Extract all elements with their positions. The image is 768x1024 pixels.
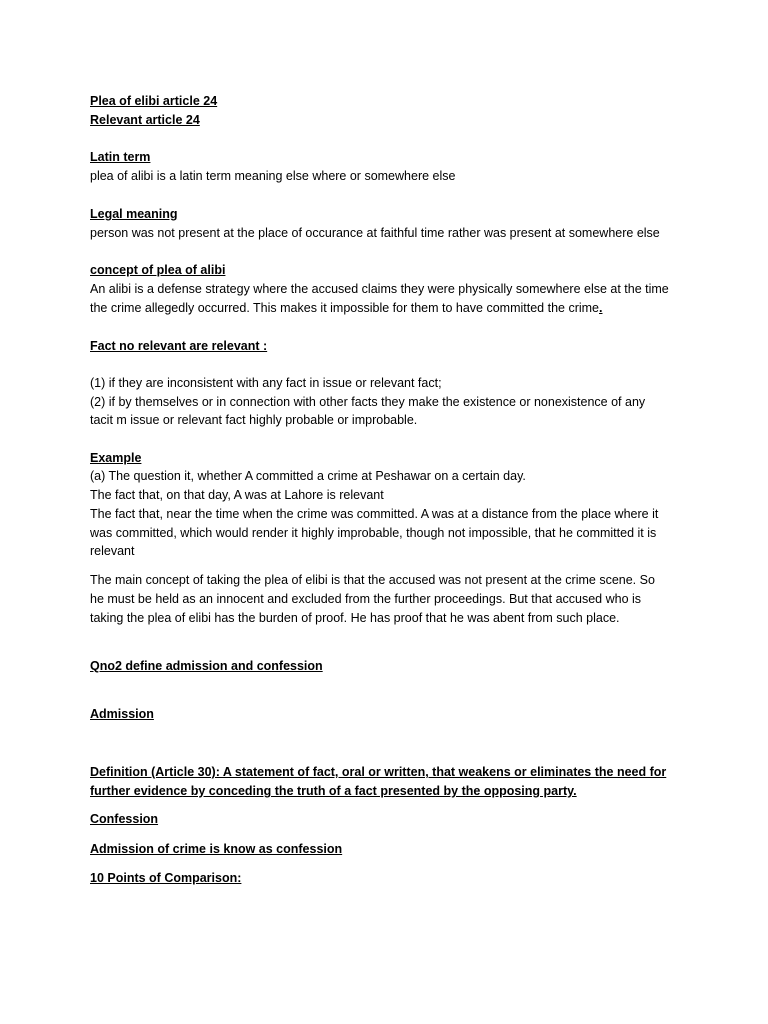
concept-heading: concept of plea of alibi [90,263,226,277]
concept-line-2-end: . [599,301,603,315]
legal-meaning-text: person was not present at the place of occurance at faithful time rather was present at somewhere else [90,226,660,240]
example-line-2: The fact that, on that day, A was at Lahore is relevant [90,488,384,502]
concept-line-2 [90,299,602,317]
admission-definition-line-1: Definition (Article 30): A statement of fact, oral or written, that weakens or eliminates the need for [90,765,667,779]
main-concept-line-3: taking the plea of elibi has the burden of proof. He has proof that he was abent from such place. [90,611,620,625]
title-relevant-article: Relevant article 24 [90,113,200,127]
admission-heading: Admission [90,707,154,721]
concept-line-2-text: the crime allegedly occurred. This makes it impossible for them to have committed the crime [90,301,599,315]
legal-meaning-heading: Legal meaning [90,207,178,221]
confession-heading: Confession [90,812,159,826]
fact-item-1: (1) if they are inconsistent with any fact in issue or relevant fact; [90,376,442,390]
fact-item-2-line-2: tacit m issue or relevant fact highly probable or improbable. [90,413,418,427]
latin-term-body: plea of alibi is a latin term meaning else where or somewhere else [90,169,456,183]
example-line-1: (a) The question it, whether A committed a crime at Peshawar on a certain day. [90,469,526,483]
concept-line-1: An alibi is a defense strategy where the accused claims they were physically somewhere else at the time [90,282,669,296]
example-heading: Example [90,451,142,465]
comparison-heading: 10 Points of Comparison: [90,871,242,885]
main-concept-line-2: he must be held as an innocent and excluded from the further proceedings. But that accused who is [90,592,642,606]
example-line-5: relevant [90,544,135,558]
example-line-4: was committed, which would render it highly improbable, though not impossible, that he committed it is [90,526,657,540]
main-concept-line-1: The main concept of taking the plea of elibi is that the accused was not present at the crime scene. So [90,573,655,587]
admission-definition-line-2: further evidence by conceding the truth of a fact presented by the opposing party. [90,784,577,798]
qno2-heading: Qno2 define admission and confession [90,659,323,673]
fact-heading: Fact no relevant are relevant : [90,339,268,353]
latin-term-heading: Latin term [90,150,151,164]
example-line-3: The fact that, near the time when the crime was committed. A was at a distance from the place where it [90,507,659,521]
latin-term-text [90,167,455,185]
title-plea-of-elibi: Plea of elibi article 24 [90,94,218,108]
fact-item-2-line-1: (2) if by themselves or in connection with other facts they make the existence or nonexistence of any [90,395,646,409]
confession-definition: Admission of crime is know as confession [90,842,343,856]
